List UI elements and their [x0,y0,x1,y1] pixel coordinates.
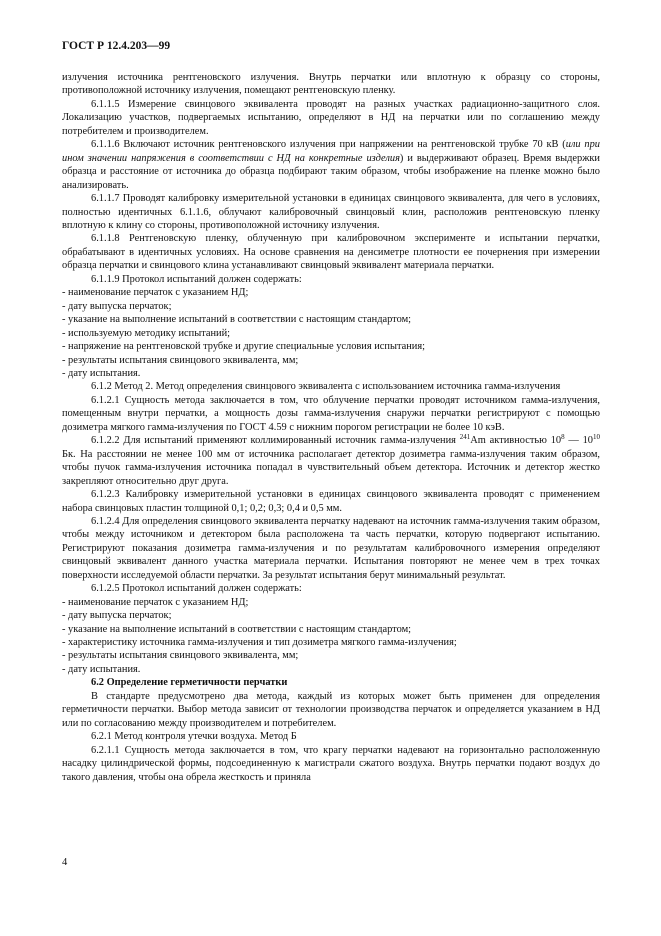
exponent-upper: 10 [593,433,600,442]
paragraph-6-2-1-1: 6.2.1.1 Сущность метода заключается в том, что крагу перчатки надевают на горизонтально расположенную насадку цилиндрической формы, подсоединенную к магистрали сжатого воздуха. Внутрь перчатки подают воздух до такого давления, чтобы она обрела жесткость и приняла [62,744,600,783]
isotope-mass-number: 241 [459,433,471,442]
paragraph-6-1-2: 6.1.2 Метод 2. Метод определения свинцового эквивалента с использованием источника гамма-излучения [91,381,561,393]
list-item: - напряжение на рентгеновской трубке и другие специальные условия испытания; [62,341,426,353]
list-item: - дату испытания. [62,663,141,675]
page-number: 4 [62,857,68,868]
paragraph-6-1-1-9: 6.1.1.9 Протокол испытаний должен содержать: [91,273,302,285]
list-item: - дату выпуска перчаток; [62,610,172,622]
p3-text-a: 6.1.1.6 Включают источник рентгеновского излучения при напряжении на рентгеновской трубке 70 кВ ( [91,139,566,151]
paragraph-6-1-2-1: 6.1.2.1 Сущность метода заключается в том, что облучение перчатки проводят источником гамма-излучения, помещенным внутри перчатки, а мощность дозы гамма-излучения снаружи перчатки регистрируют с помощью дозиметра мягкого гамма-излучения по ГОСТ 4.59 с нижним порогом регистрации не более 10 кэВ. [62,394,600,433]
paragraph-6-1-1-6 [62,138,600,192]
document-header: ГОСТ Р 12.4.203—99 [62,40,171,52]
paragraph-6-1-1-5: 6.1.1.5 Измерение свинцового эквивалента проводят на разных участках радиационно-защитного слоя. Локализацию участков, подвергаемых испытанию, определяют в НД на перчатки или по соглашению между потребителем и производителем. [62,98,600,137]
section-heading-6-2: 6.2 Определение герметичности перчатки [91,677,288,689]
paragraph-6-1-2-3: 6.1.2.3 Калибровку измерительной установки в единицах свинцового эквивалента проводят с применением набора свинцовых пластин толщиной 0,1; 0,2; 0,3; 0,4 и 0,5 мм. [62,489,600,514]
p9-text-a: 6.1.2.2 Для испытаний применяют коллимированный источник гамма-излучения [91,435,460,447]
p9-text-c: — 10 [564,435,593,447]
list-item: - характеристику источника гамма-излучения и тип дозиметра мягкого гамма-излучения; [62,637,457,649]
protocol-list-1 [62,286,600,380]
paragraph-6-2-intro: В стандарте предусмотрено два метода, каждый из которых может быть применен для определения герметичности перчатки. Выбор метода зависит от технологии производства перчаток и определяется указанием в НД или по согласованию между производителем и потребителем. [62,690,600,729]
paragraph-6-1-2-4: 6.1.2.4 Для определения свинцового эквивалента перчатку надевают на источник гамма-излучения таким образом, чтобы между источником и детектором была расположена та часть перчатки, которую подвергают испытанию. Регистрируют показания дозиметра гамма-излучения и по результатам калибровочного измерения определяют свинцовый эквивалент данного участка материала перчатки. Испытания повторяют не менее чем в трех точках поверхности исследуемой области перчатки. За результат испытания берут минимальный результат. [62,515,600,581]
list-item: - указание на выполнение испытаний в соответствии с настоящим стандартом; [62,623,412,635]
paragraph-6-1-2-2 [62,434,600,488]
paragraph-continuation: излучения источника рентгеновского излучения. Внутрь перчатки или вплотную к образцу со стороны, противоположной источнику излучения, помещают рентгеновскую пленку. [62,72,600,97]
paragraph-6-2-1: 6.2.1 Метод контроля утечки воздуха. Метод Б [91,731,297,743]
list-item: - дату испытания. [62,367,141,379]
p3-text-c: ) и выдерживают образец. Время выдержки образца и расстояние от источника до образца подбирают таким образом, чтобы изображение на пленке можно было анализировать. [62,152,600,191]
paragraph-6-1-2-5: 6.1.2.5 Протокол испытаний должен содержать: [91,583,302,595]
list-item: - результаты испытания свинцового эквивалента, мм; [62,650,299,662]
p3-italic-note: или при ином значении напряжения в соответствии с НД на конкретные изделия [62,139,600,164]
p9-text-d: Бк. На расстоянии не менее 100 мм от источника располагает детектор дозиметра гамма-излучения таким образом, чтобы пучок гамма-излучения источника попадал в чувствительный объем детектора. Источник и детектор жестко закрепляют относительно друг друга. [62,448,600,487]
list-item: - наименование перчаток с указанием НД; [62,596,249,608]
list-item: - результаты испытания свинцового эквивалента, мм; [62,354,299,366]
exponent-lower: 8 [561,433,565,442]
paragraph-6-1-1-8: 6.1.1.8 Рентгеновскую пленку, облученную при калибровочном эксперименте и испытании перчатки, обрабатывают в идентичных условиях. На основе сравнения на денсиметре плотности ее почернения при измерении образца перчатки и свинцового клина устанавливают свинцовый эквивалент материала перчатки. [62,233,600,272]
list-item: - наименование перчаток с указанием НД; [62,287,249,299]
p9-text-b: Am активностью 10 [470,435,562,447]
protocol-list-2 [62,596,600,677]
list-item: - дату выпуска перчаток; [62,300,172,312]
page-content [62,71,600,784]
paragraph-6-1-1-7: 6.1.1.7 Проводят калибровку измерительной установки в единицах свинцового эквивалента, для чего в условиях, полностью идентичных 6.1.1.6, облучают калибровочный свинцовый клин, расположив рентгеновскую пленку вплотную к клину со стороны, противоположной источнику излучения. [62,193,600,231]
list-item: - указание на выполнение испытаний в соответствии с настоящим стандартом; [62,314,412,326]
list-item: - используемую методику испытаний; [62,327,231,339]
